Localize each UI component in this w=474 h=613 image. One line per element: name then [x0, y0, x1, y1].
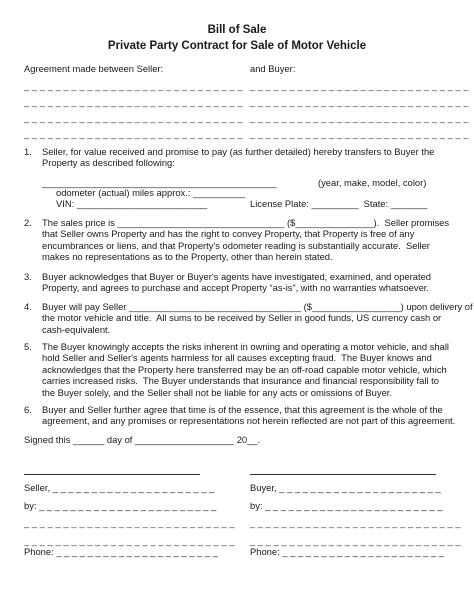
buyer-signature-rule — [250, 474, 436, 475]
odometer-field[interactable]: odometer (actual) miles approx.: __________ — [56, 187, 246, 198]
buyer-name-line[interactable]: _ _ _ _ _ _ _ _ _ _ _ _ _ _ _ _ _ _ _ _ _ _ _ _ _ _ _ _ — [250, 81, 469, 91]
buyer-address-line[interactable]: _ _ _ _ _ _ _ _ _ _ _ _ _ _ _ _ _ _ _ _ _ _ _ _ _ _ _ _ — [250, 129, 469, 139]
year-make-model-label: (year, make, model, color) — [318, 177, 427, 188]
buyer-by-field[interactable]: by: _ _ _ _ _ _ _ _ _ _ _ _ _ _ _ _ _ _ _ _ _ _ _ — [250, 500, 443, 511]
buyer-party-label: and Buyer: — [250, 63, 296, 74]
seller-extra-line[interactable]: _ _ _ _ _ _ _ _ _ _ _ _ _ _ _ _ _ _ _ _ _ _ _ _ _ _ _ — [24, 536, 235, 546]
clause-line: agreement, and any promises or representations not herein reflected are not part of this agreement. — [42, 415, 456, 427]
seller-address-line[interactable]: _ _ _ _ _ _ _ _ _ _ _ _ _ _ _ _ _ _ _ _ _ _ _ _ _ _ _ _ — [24, 113, 243, 123]
clause-number: 2. — [24, 217, 32, 228]
clause-line: carries increased risks. The Buyer understands that insurance and financial responsibility fall to — [42, 375, 439, 387]
clause-1-text — [42, 146, 450, 169]
seller-signature-rule — [24, 474, 200, 475]
clause-line: the Buyer solely, and the Seller shall not be liable for any acts or omissions of Buyer. — [42, 386, 393, 398]
clause-number: 3. — [24, 271, 32, 282]
clause-line: Property, and agrees to purchase and accept Property “as-is”, with no warranties whatsoever. — [42, 282, 429, 294]
clause-line: Property as described following: — [42, 157, 175, 169]
license-plate-field[interactable]: License Plate: _________ State: _______ — [250, 198, 428, 209]
clause-number: 4. — [24, 301, 32, 312]
clause-6-text — [42, 404, 456, 427]
clause-line: The Buyer knowingly accepts the risks inherent in owning and operating a motor vehicle, and shall — [42, 341, 449, 352]
buyer-signature-field[interactable]: Buyer, _ _ _ _ _ _ _ _ _ _ _ _ _ _ _ _ _ _ _ _ _ — [250, 482, 441, 493]
buyer-extra-line[interactable]: _ _ _ _ _ _ _ _ _ _ _ _ _ _ _ _ _ _ _ _ _ _ _ _ _ _ _ — [250, 518, 461, 528]
clause-3-text — [42, 271, 450, 294]
clause-line: Buyer and Seller further agree that time is of the essence, that this agreement is the whole of the — [42, 404, 443, 415]
seller-party-label: Agreement made between Seller: — [24, 63, 164, 74]
clause-line: The sales price is ________________________________ ($_______________). Seller promises — [42, 217, 450, 228]
buyer-phone-field[interactable]: Phone: _ _ _ _ _ _ _ _ _ _ _ _ _ _ _ _ _ _ _ _ _ — [250, 546, 444, 557]
seller-signature-field[interactable]: Seller, _ _ _ _ _ _ _ _ _ _ _ _ _ _ _ _ _ _ _ _ _ — [24, 482, 215, 493]
seller-phone-field[interactable]: Phone: _ _ _ _ _ _ _ _ _ _ _ _ _ _ _ _ _ _ _ _ _ — [24, 546, 218, 557]
clause-2-text — [42, 217, 450, 263]
clause-line: encumbrances or liens, and that Property's odometer reading is substantially accurate. Seller — [42, 239, 430, 251]
clause-line: acknowledges that the Property here transferred may be an off-road capable motor vehicle, which — [42, 363, 447, 375]
vin-field[interactable]: VIN: _________________________ — [56, 198, 208, 209]
clause-number: 5. — [24, 341, 32, 352]
clause-4-text — [42, 301, 473, 335]
seller-extra-line[interactable]: _ _ _ _ _ _ _ _ _ _ _ _ _ _ _ _ _ _ _ _ _ _ _ _ _ _ _ — [24, 518, 235, 528]
clause-number: 6. — [24, 404, 32, 415]
clause-number: 1. — [24, 146, 32, 157]
clause-line: Buyer acknowledges that Buyer or Buyer's agents have investigated, examined, and operated — [42, 271, 432, 282]
clause-line: Seller, for value received and promise to pay (as further detailed) hereby transfers to Buyer the — [42, 146, 435, 157]
clause-line: Buyer will pay Seller _________________________________ ($_________________) upon delivery of — [42, 301, 473, 312]
year-make-model-field[interactable]: _____________________________________________ — [42, 177, 277, 188]
buyer-address-line[interactable]: _ _ _ _ _ _ _ _ _ _ _ _ _ _ _ _ _ _ _ _ _ _ _ _ _ _ _ _ — [250, 97, 469, 107]
clause-line: the motor vehicle and title. All sums to be received by Seller in good funds, US currency cash or — [42, 312, 442, 324]
clause-line: hold Seller and Seller's agents harmless for all causes excepting fraud. The Buyer knows and — [42, 352, 432, 364]
seller-by-field[interactable]: by: _ _ _ _ _ _ _ _ _ _ _ _ _ _ _ _ _ _ _ _ _ _ _ — [24, 500, 217, 511]
clause-line: that Seller owns Property and has the right to convey Property, that Property is free of any — [42, 228, 415, 240]
buyer-address-line[interactable]: _ _ _ _ _ _ _ _ _ _ _ _ _ _ _ _ _ _ _ _ _ _ _ _ _ _ _ _ — [250, 113, 469, 123]
seller-address-line[interactable]: _ _ _ _ _ _ _ _ _ _ _ _ _ _ _ _ _ _ _ _ _ _ _ _ _ _ _ _ — [24, 97, 243, 107]
clause-line: makes no representations as to the Property, other than herein stated. — [42, 251, 333, 263]
clause-5-text — [42, 341, 450, 398]
buyer-extra-line[interactable]: _ _ _ _ _ _ _ _ _ _ _ _ _ _ _ _ _ _ _ _ _ _ _ _ _ _ _ — [250, 536, 461, 546]
seller-address-line[interactable]: _ _ _ _ _ _ _ _ _ _ _ _ _ _ _ _ _ _ _ _ _ _ _ _ _ _ _ _ — [24, 129, 243, 139]
clause-line: cash-equivalent. — [42, 323, 111, 335]
seller-name-line[interactable]: _ _ _ _ _ _ _ _ _ _ _ _ _ _ _ _ _ _ _ _ _ _ _ _ _ _ _ _ — [24, 81, 243, 91]
signed-date-line[interactable]: Signed this ______ day of ___________________ 20__. — [24, 434, 261, 445]
document-title: Bill of Sale — [207, 24, 267, 36]
document-subtitle: Private Party Contract for Sale of Motor Vehicle — [107, 40, 367, 52]
